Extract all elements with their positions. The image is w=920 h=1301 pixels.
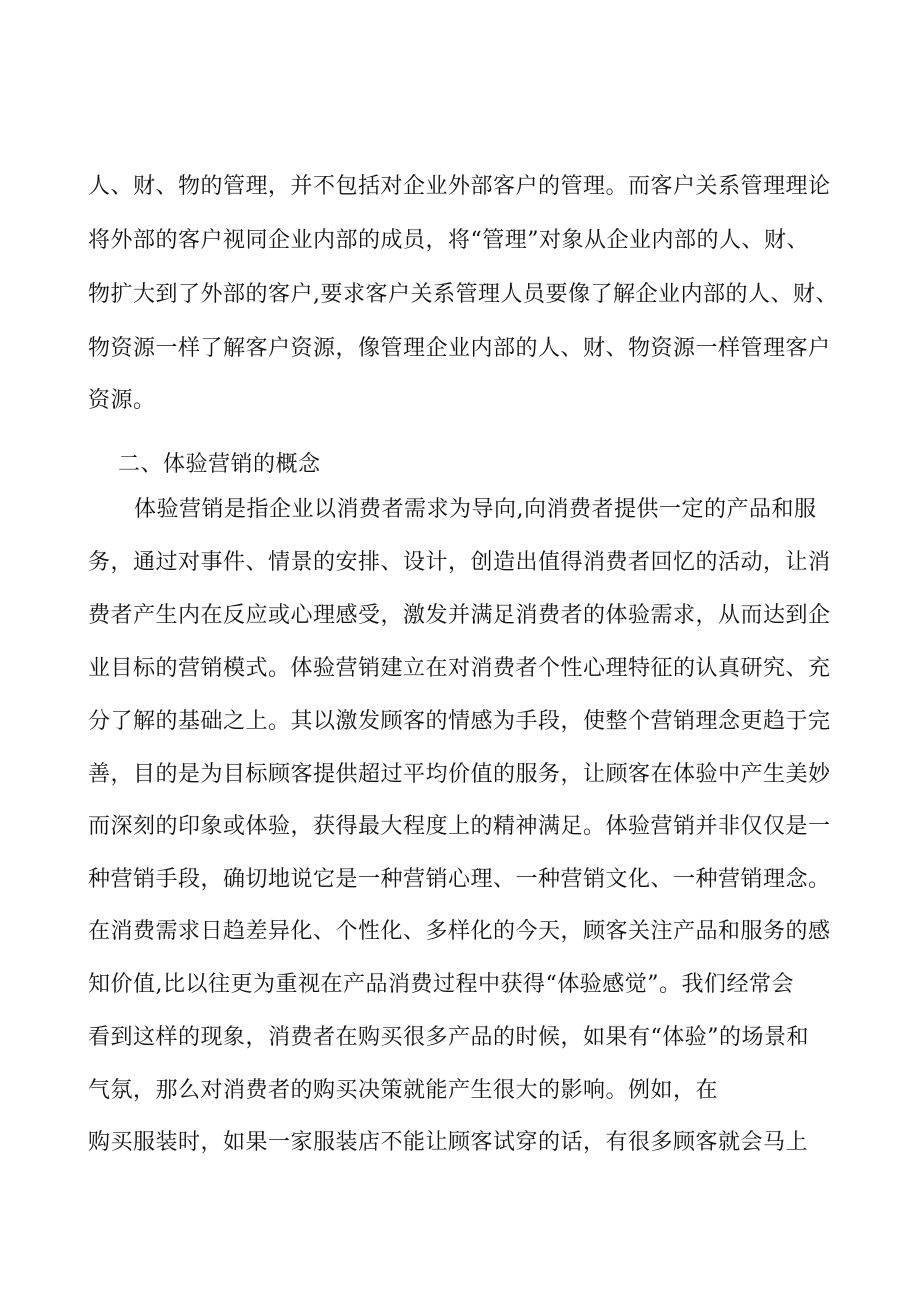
text-line: 气氛，那么对消费者的购买决策就能产生很大的影响。例如，在 <box>88 1078 719 1103</box>
text-line: 在消费需求日趋差异化、个性化、多样化的今天，顾客关注产品和服务的感 <box>88 919 831 944</box>
text-line: 分了解的基础之上。其以激发顾客的情感为手段，使整个营销理念更趋于完 <box>88 709 831 734</box>
text-line: 种营销手段，确切地说它是一种营销心理、一种营销文化、一种营销理念。 <box>88 867 831 892</box>
text-line: 务，通过对事件、情景的安排、设计，创造出值得消费者回忆的活动，让消 <box>88 550 831 575</box>
text-line: 资源。 <box>88 388 156 413</box>
text-line: 业目标的营销模式。体验营销建立在对消费者个性心理特征的认真研究、充 <box>88 656 831 681</box>
text-line: 人、财、物的管理，并不包括对企业外部客户的管理。而客户关系管理理论 <box>88 174 831 199</box>
text-line: 费者产生内在反应或心理感受，激发并满足消费者的体验需求，从而达到企 <box>88 603 831 628</box>
text-line: 善，目的是为目标顾客提供超过平均价值的服务，让顾客在体验中产生美妙 <box>88 762 831 787</box>
text-line: 物资源一样了解客户资源，像管理企业内部的人、财、物资源一样管理客户 <box>88 336 831 361</box>
section-heading: 二、体验营销的概念 <box>118 452 321 477</box>
text-line: 购买服装时，如果一家服装店不能让顾客试穿的话，有很多顾客就会马上 <box>88 1130 809 1155</box>
text-line: 体验营销是指企业以消费者需求为导向,向消费者提供一定的产品和服 <box>134 497 817 522</box>
text-line: 物扩大到了外部的客户,要求客户关系管理人员要像了解企业内部的人、财、 <box>88 282 838 307</box>
text-line: 看到这样的现象，消费者在购买很多产品的时候，如果有“体验”的场景和 <box>88 1025 809 1050</box>
text-line: 知价值,比以往更为重视在产品消费过程中获得“体验感觉”。我们经常会 <box>88 972 794 997</box>
text-line: 将外部的客户视同企业内部的成员，将“管理”对象从企业内部的人、财、 <box>88 228 809 253</box>
text-line: 而深刻的印象或体验，获得最大程度上的精神满足。体验营销并非仅仅是一 <box>88 814 831 839</box>
